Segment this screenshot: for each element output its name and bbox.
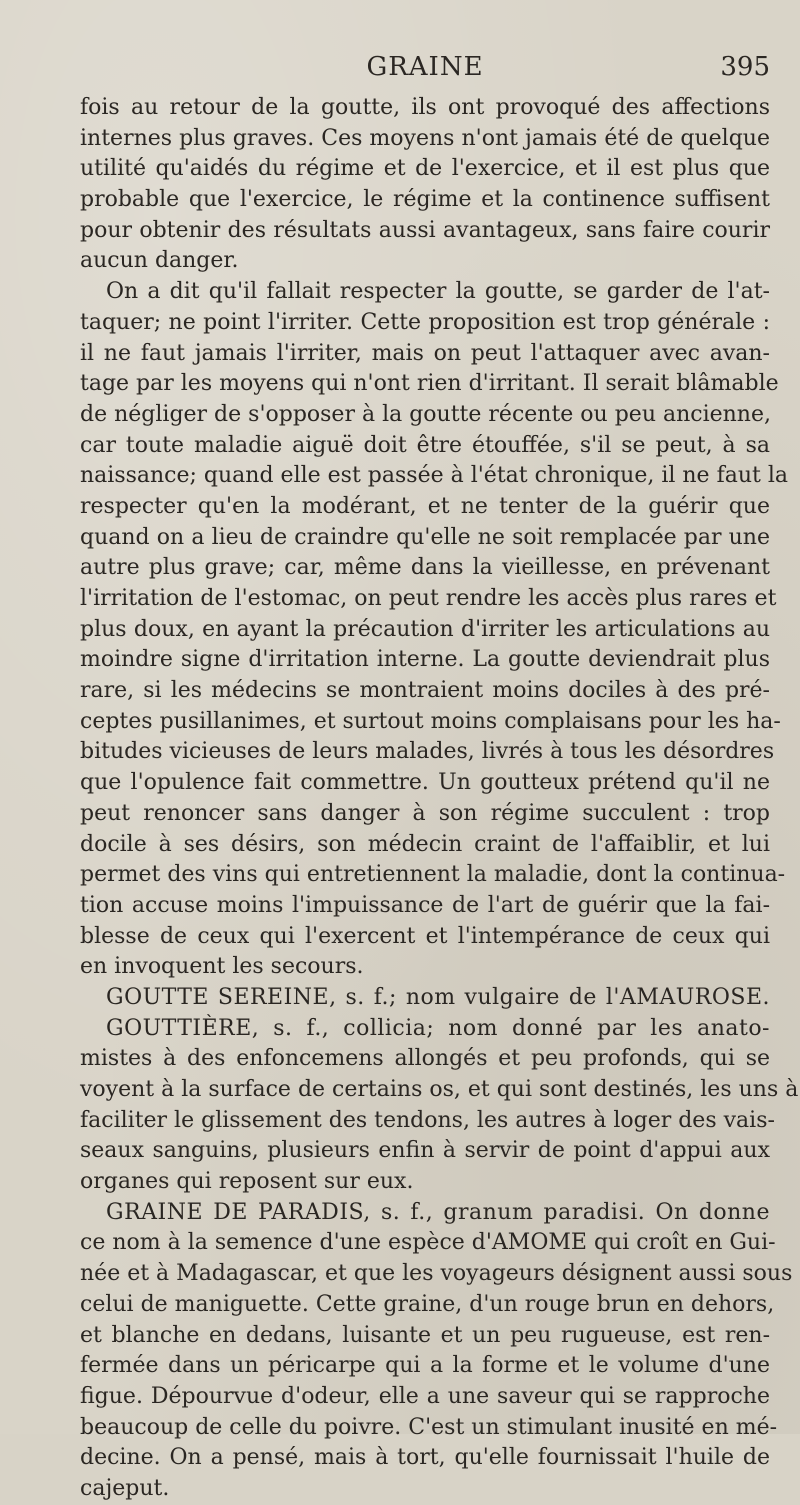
text-line: fermée dans un péricarpe qui a la forme et le volume d'une (80, 1353, 770, 1379)
text-line: taquer; ne point l'irriter. Cette proposition est trop générale : (80, 309, 770, 335)
text-line: que l'opulence fait commettre. Un goutteux prétend qu'il ne (80, 770, 770, 796)
text-line: bitudes vicieuses de leurs malades, livrés à tous les désordres (80, 739, 775, 765)
text-line: internes plus graves. Ces moyens n'ont jamais été de quelque (80, 125, 770, 151)
text-line: fois au retour de la goutte, ils ont provoqué des affections (80, 95, 770, 120)
text-line: celui de maniguette. Cette graine, d'un rouge brun en dehors, (80, 1291, 775, 1317)
text-line: l'irritation de l'estomac, on peut rendre les accès plus rares et (80, 586, 777, 611)
text-line: blesse de ceux qui l'exercent et l'intempérance de ceux qui (80, 923, 770, 949)
text-line: permet des vins qui entretiennent la maladie, dont la continua- (80, 862, 786, 888)
page-number: 395 (720, 52, 770, 82)
text-line: rare, si les médecins se montraient moins dociles à des pré- (80, 678, 770, 704)
text-line: et blanche en dedans, luisante et un peu rugueuse, est ren- (80, 1322, 770, 1348)
text-line: ceptes pusillanimes, et surtout moins complaisans pour les ha- (80, 708, 781, 734)
text-line: cajeput. (80, 1475, 170, 1501)
text-line: car toute maladie aiguë doit être étouffée, s'il se peut, à sa (80, 432, 770, 458)
text-line: née et à Madagascar, et que les voyageurs désignent aussi sous (80, 1261, 793, 1287)
text-line: tion accuse moins l'impuissance de l'art de guérir que la fai- (80, 892, 770, 918)
text-line: moindre signe d'irritation interne. La goutte deviendrait plus (80, 647, 770, 673)
entry-goutte-sereine: GOUTTE SEREINE, s. f.; nom vulgaire de l'AMAUROSE. (106, 984, 770, 1010)
text-line: autre plus grave; car, même dans la vieillesse, en prévenant (80, 555, 770, 581)
text-line: peut renoncer sans danger à son régime succulent : trop (80, 800, 770, 826)
text-line: docile à ses désirs, son médecin craint de l'affaiblir, et lui (80, 831, 770, 857)
text-line: il ne faut jamais l'irriter, mais on peut l'attaquer avec avan- (80, 340, 770, 366)
text-line: seaux sanguins, plusieurs enfin à servir de point d'appui aux (80, 1138, 770, 1164)
text-line: plus doux, en ayant la précaution d'irriter les articulations au (80, 616, 770, 642)
text-line: aucun danger. (80, 248, 239, 274)
text-line: figue. Dépourvue d'odeur, elle a une saveur qui se rapproche (80, 1383, 770, 1409)
text-line: beaucoup de celle du poivre. C'est un stimulant inusité en mé- (80, 1414, 778, 1440)
text-line: mistes à des enfoncemens allongés et peu profonds, qui se (80, 1046, 770, 1072)
paragraph-start-line: On a dit qu'il fallait respecter la goutte, se garder de l'at- (106, 279, 770, 305)
text-line: utilité qu'aidés du régime et de l'exercice, et il est plus que (80, 156, 770, 182)
running-head: GRAINE (366, 52, 484, 82)
text-line: respecter qu'en la modérant, et ne tenter de la guérir que (80, 493, 770, 519)
text-line: naissance; quand elle est passée à l'état chronique, il ne faut la (80, 463, 788, 489)
text-line: tage par les moyens qui n'ont rien d'irritant. Il serait blâmable (80, 371, 779, 397)
text-line: faciliter le glissement des tendons, les autres à loger des vais- (80, 1107, 775, 1133)
body-text (80, 93, 799, 1505)
text-line: en invoquent les secours. (80, 954, 364, 980)
text-line: decine. On a pensé, mais à tort, qu'elle fournissait l'huile de (80, 1445, 770, 1471)
text-line: probable que l'exercice, le régime et la continence suffisent (80, 187, 770, 213)
page-header (80, 52, 770, 92)
text-line: ce nom à la semence d'une espèce d'AMOME qui croît en Gui- (80, 1230, 776, 1256)
text-line: de négliger de s'opposer à la goutte récente ou peu ancienne, (80, 401, 771, 427)
text-line: organes qui reposent sur eux. (80, 1169, 414, 1195)
entry-graine-de-paradis: GRAINE DE PARADIS, s. f., granum paradisi. On donne (106, 1199, 770, 1225)
entry-gouttiere: GOUTTIÈRE, s. f., collicia; nom donné par les anato- (106, 1015, 770, 1041)
text-line: voyent à la surface de certains os, et qui sont destinés, les uns à (80, 1077, 799, 1102)
text-line: quand on a lieu de craindre qu'elle ne soit remplacée par une (80, 524, 770, 550)
text-line: pour obtenir des résultats aussi avantageux, sans faire courir (80, 217, 770, 243)
